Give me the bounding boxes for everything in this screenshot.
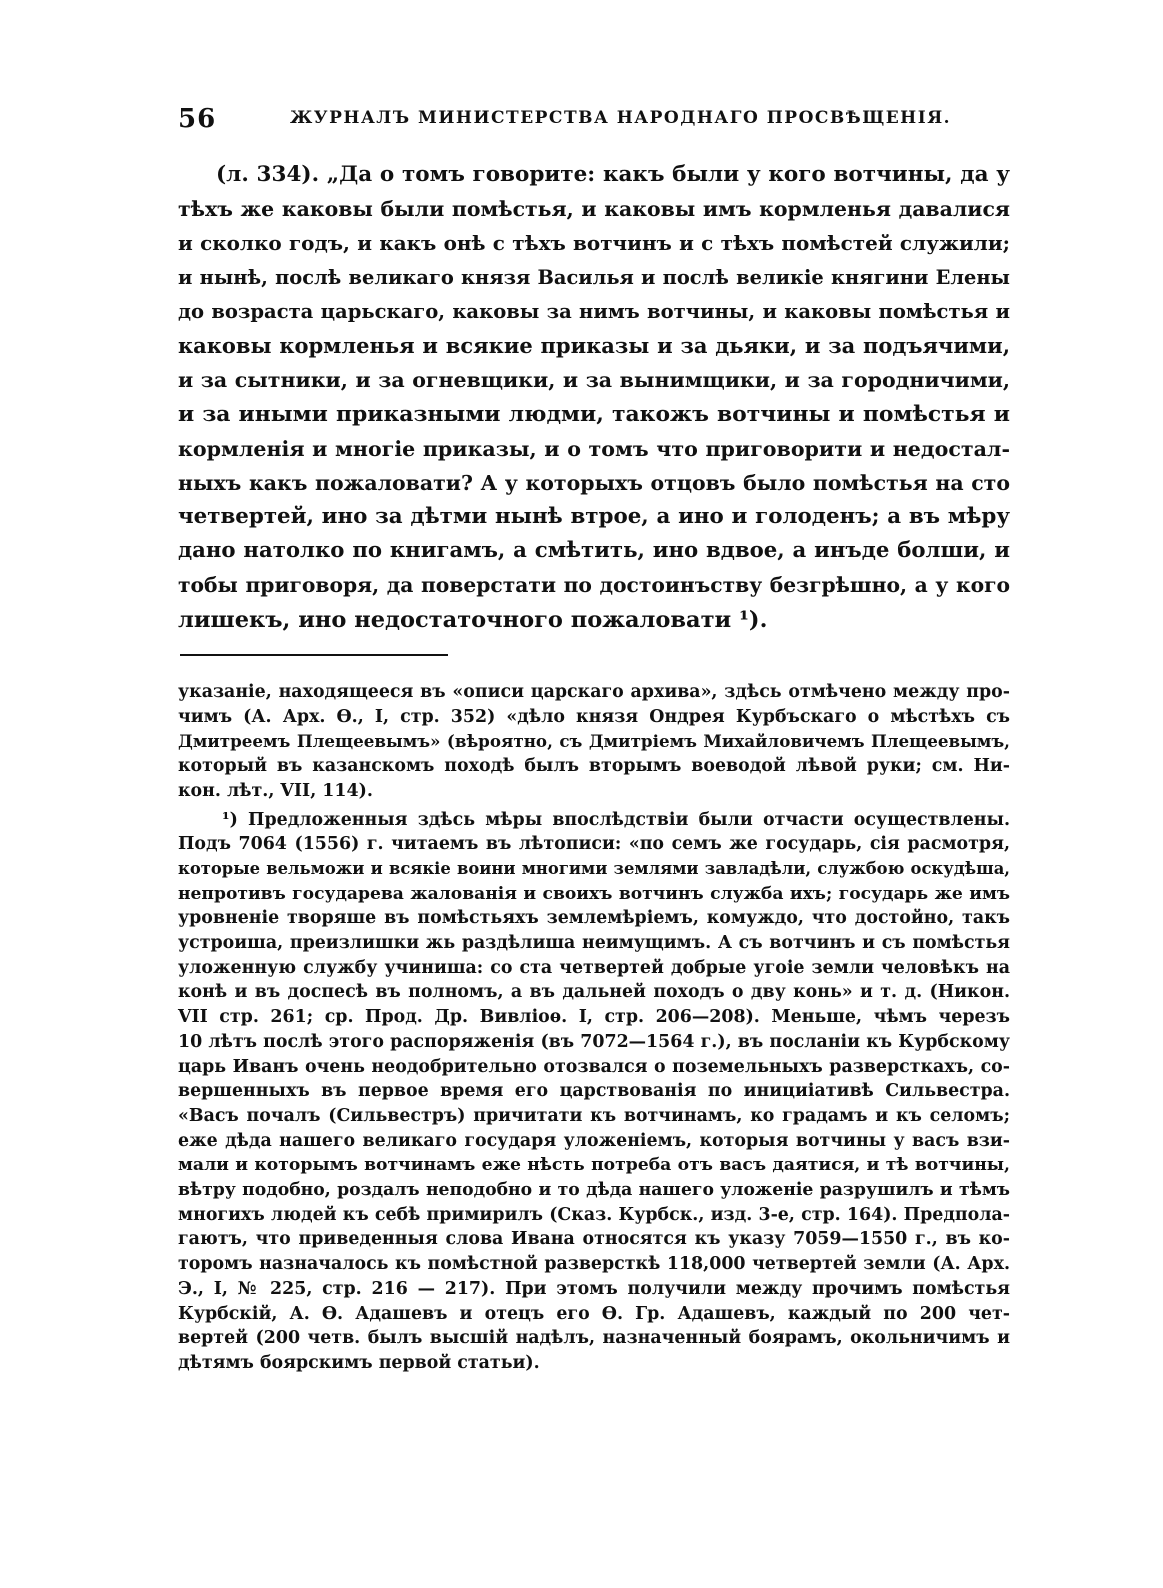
- footnote-line: Э., I, № 225, стр. 216 — 217). При этомъ получили между прочимъ помѣстья: [178, 1278, 1010, 1299]
- footnote-line: Дмитреемъ Плещеевымъ» (вѣроятно, съ Дмитріемъ Михайловичемъ Плещеевымъ,: [178, 731, 1010, 752]
- main-text-line: ныхъ какъ пожаловати? А у которыхъ отцовъ было помѣстья на сто: [178, 470, 1010, 495]
- footnote-line: который въ казанскомъ походѣ былъ вторымъ воеводой лѣвой руки; см. Ни-: [178, 756, 1010, 777]
- footnote-line: непротивъ государева жалованія и своихъ вотчинъ служба ихъ; государь же имъ: [178, 883, 1010, 904]
- footnote-line: 10 лѣтъ послѣ этого распоряженія (въ 7072—1564 г.), въ посланіи къ Курбскому: [178, 1031, 1010, 1052]
- main-text-line: и нынѣ, послѣ великаго князя Василья и послѣ великіе княгини Елены: [178, 265, 1010, 289]
- running-head: ЖУРНАЛЪ МИНИСТЕРСТВА НАРОДНАГО ПРОСВѢЩЕНІЯ.: [290, 108, 952, 128]
- footnote-line: конѣ и въ доспесѣ въ полномъ, а въ дальней походъ о дву конь» и т. д. (Никон.: [178, 982, 1010, 1003]
- main-text-line: четвертей, ино за дѣтми нынѣ втрое, а ино и голоденъ; а въ мѣру: [178, 504, 1010, 530]
- footnote-1: [178, 808, 1010, 1376]
- main-text-line: дано натолко по книгамъ, а смѣтить, ино вдвое, а инъде болши, и: [178, 538, 1010, 564]
- footnote-line: вѣтру подобно, роздалъ неподобно и то дѣда нашего уложеніе разрушилъ и тѣмъ: [178, 1180, 1010, 1201]
- footnote-line: устроиша, преизлишки жь раздѣлиша неимущимъ. А съ вотчинъ и съ помѣстья: [178, 933, 1010, 954]
- main-text-block: [178, 158, 1010, 637]
- footnote-line: вертей (200 четв. былъ высшій надѣлъ, назначенный боярамъ, окольничимъ и: [178, 1328, 1010, 1349]
- footnote-line: Подъ 7064 (1556) г. читаемъ въ лѣтописи: «по семъ же государь, сія расмотря,: [178, 834, 1010, 855]
- footnote-line: чимъ (А. Арх. Ѳ., I, стр. 352) «дѣло князя Ондрея Курбъскаго о мѣстѣхъ съ: [178, 706, 1010, 727]
- footnote-line: гаютъ, что приведенныя слова Ивана относятся къ указу 7059—1550 г., въ ко-: [178, 1229, 1010, 1250]
- footnotes-block: [178, 680, 1010, 1376]
- footnote-line: VII стр. 261; ср. Прод. Др. Вивліоѳ. I, стр. 206—208). Меньше, чѣмъ черезъ: [178, 1007, 1010, 1028]
- footnote-line: которые вельможи и всякіе воини многими землями завладѣли, службою оскудѣша,: [178, 858, 1010, 878]
- footnote-line: Курбскій, А. Ѳ. Адашевъ и отецъ его Ѳ. Гр. Адашевъ, каждый по 200 чет-: [178, 1303, 1010, 1324]
- main-text-line: лишекъ, ино недостаточного пожаловати ¹).: [178, 606, 768, 633]
- footnote-line: кон. лѣт., VII, 114).: [178, 780, 373, 801]
- main-text-line: тобы приговоря, да поверстати по достоинъству безгрѣшно, а у кого: [178, 573, 1010, 598]
- main-text-line: до возраста царьскаго, каковы за нимъ вотчины, и каковы помѣстья и: [178, 299, 1010, 323]
- main-text-line: тѣхъ же каковы были помѣстья, и каковы имъ кормленья давалися: [178, 197, 1010, 222]
- footnote-continuation: [178, 680, 1010, 804]
- footnote-line: уровненіе творяше въ помѣстьяхъ землемѣріемъ, комуждо, что достойно, такъ: [178, 908, 1010, 929]
- main-text-line: каковы кормленья и всякие приказы и за дьяки, и за подъячими,: [178, 333, 1010, 359]
- main-text-line: и сколко годъ, и какъ онѣ с тѣхъ вотчинъ и с тѣхъ помѣстей служили;: [178, 231, 1010, 256]
- footnote-divider: [180, 654, 448, 656]
- footnote-line: «Васъ почалъ (Сильвестръ) причитати къ вотчинамъ, ко градамъ и къ селомъ;: [178, 1105, 1010, 1126]
- footnote-line: мали и которымъ вотчинамъ еже нѣсть потреба отъ васъ даятися, и тѣ вотчины,: [178, 1155, 1010, 1176]
- footnote-line: царь Иванъ очень неодобрительно отозвался о поземельныхъ разверсткахъ, со-: [178, 1056, 1010, 1077]
- footnote-line: вершенныхъ въ первое время его царствованія по инициіативѣ Сильвестра.: [178, 1081, 1010, 1102]
- main-text-line: кормленія и многіе приказы, и о томъ что приговорити и недостал-: [178, 436, 1010, 461]
- main-text-line: (л. 334). „Да о томъ говорите: какъ были у кого вотчины, да у: [216, 162, 1010, 187]
- footnote-line: дѣтямъ боярскимъ первой статьи).: [178, 1352, 540, 1373]
- footnote-line: ¹) Предложенныя здѣсь мѣры впослѣдствіи были отчасти осуществлены.: [222, 809, 1010, 830]
- footnote-line: торомъ назначалось къ помѣстной разверсткѣ 118,000 четвертей земли (А. Арх.: [178, 1254, 1010, 1275]
- footnote-line: уложенную службу учиниша: со ста четвертей добрые угоіе земли человѣкъ на: [178, 957, 1010, 978]
- footnote-line: еже дѣда нашего великаго государя уложеніемъ, которыя вотчины у васъ взи-: [178, 1130, 1010, 1151]
- footnote-line: указаніе, находящееся въ «описи царскаго архива», здѣсь отмѣчено между про-: [178, 682, 1010, 702]
- main-text-line: и за иными приказными людми, такожъ вотчины и помѣстья и: [178, 401, 1010, 428]
- page-number: 56: [178, 104, 217, 134]
- main-text-line: и за сытники, и за огневщики, и за вынимщики, и за городничими,: [178, 368, 1010, 393]
- footnote-line: многихъ людей къ себѣ примирилъ (Сказ. Курбск., изд. 3-е, стр. 164). Предпола-: [178, 1204, 1010, 1225]
